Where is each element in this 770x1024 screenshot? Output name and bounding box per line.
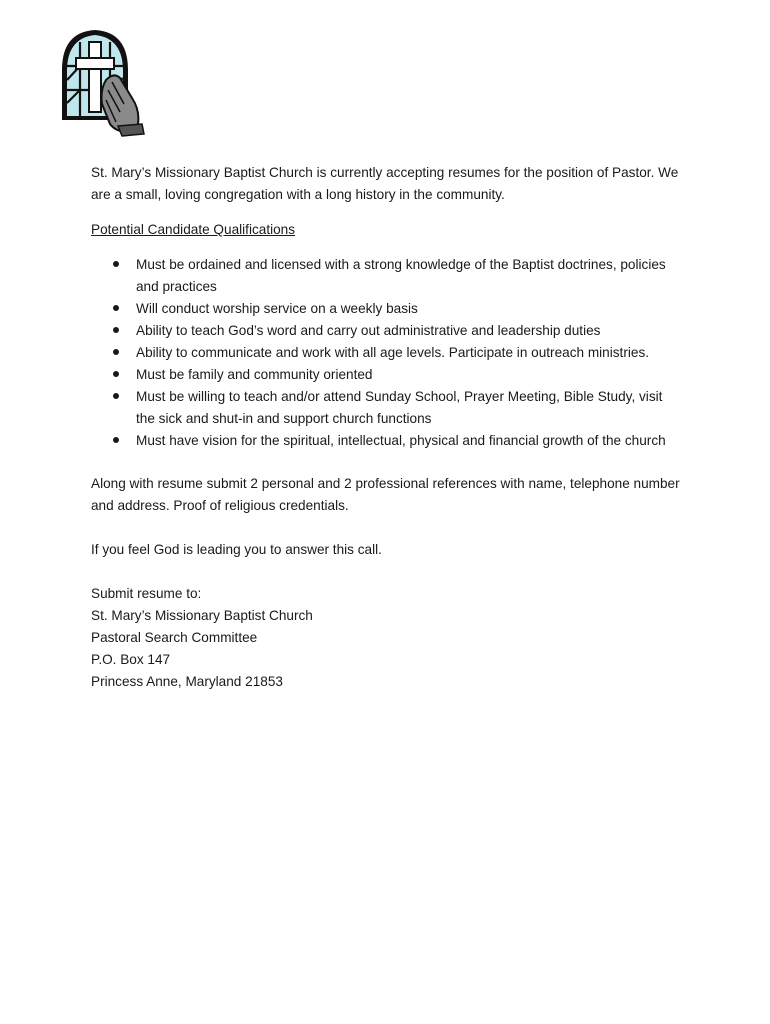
list-item: Must be ordained and licensed with a strong knowledge of the Baptist doctrines, policies and practices xyxy=(136,254,691,298)
list-item: Must have vision for the spiritual, intellectual, physical and financial growth of the church xyxy=(136,430,691,452)
references-paragraph: Along with resume submit 2 personal and 2 professional references with name, telephone number and address. Proof of religious credentials. xyxy=(91,476,680,513)
list-item: Ability to teach God’s word and carry out administrative and leadership duties xyxy=(136,320,691,342)
submit-label: Submit resume to: xyxy=(91,586,202,601)
address-city: Princess Anne, Maryland 21853 xyxy=(91,674,283,689)
address-church: St. Mary’s Missionary Baptist Church xyxy=(91,608,313,623)
list-item: Must be family and community oriented xyxy=(136,364,691,386)
address-committee: Pastoral Search Committee xyxy=(91,630,258,645)
address-po-box: P.O. Box 147 xyxy=(91,652,171,667)
submit-address-block xyxy=(91,583,691,693)
qualifications-list xyxy=(91,254,691,452)
call-paragraph: If you feel God is leading you to answer this call. xyxy=(91,542,382,557)
list-item: Must be willing to teach and/or attend Sunday School, Prayer Meeting, Bible Study, visit the sick and shut-in and support church functions xyxy=(136,386,691,430)
intro-paragraph: St. Mary’s Missionary Baptist Church is currently accepting resumes for the position of Pastor. We are a small, loving congregation with a long history in the community. xyxy=(91,165,679,202)
church-window-logo-icon xyxy=(58,28,146,138)
qualifications-heading: Potential Candidate Qualifications xyxy=(91,222,296,237)
job-posting-body xyxy=(91,162,691,693)
list-item: Ability to communicate and work with all age levels. Participate in outreach ministries. xyxy=(136,342,691,364)
list-item: Will conduct worship service on a weekly basis xyxy=(136,298,691,320)
